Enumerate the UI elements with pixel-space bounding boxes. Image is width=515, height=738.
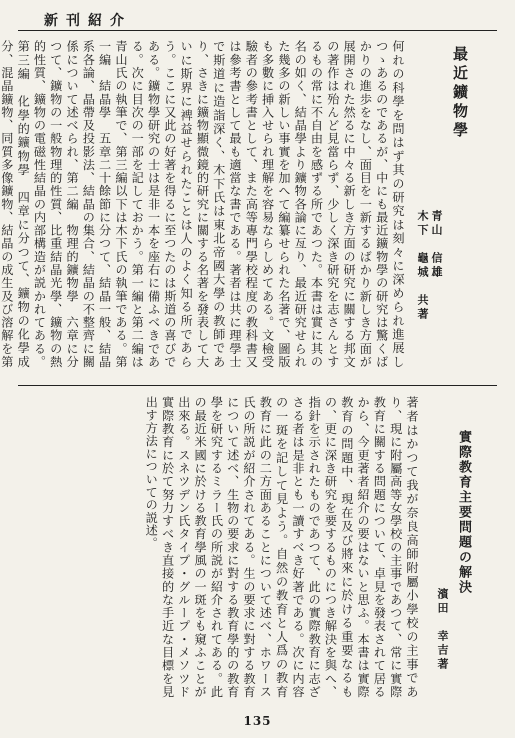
review1-author-line2: 木下 龜城 共著	[416, 210, 429, 322]
section-header: 新刊紹介	[44, 13, 132, 29]
review2-author: 濱田 幸吉著	[436, 588, 449, 672]
review1-body-top: 何れの科學を問はず其の研究は刻々に深められ進展しつゝあるのであるが、中にも最近鑛物學の研究は驚くばかりの進歩をなし、面目を一新するばかり新しき方面が展開された然るに中々る新しき方面の研究に關する邦文の著作は殆んど見當らず、少しく深き研究を志さんとするもの常に不自由を感ずる所であつた。本書は實に其の名の如く、結晶學より鑛物各論に亙り、最近研究せられた幾多の新しい事實を加へて編纂せられた名著で、圖版も多數に挿入せられ理解を容易ならしめてある。文檢受驗者の參考書として、また高等專門學校程度の教科書又は參考書として最も適當な書である。著者は共に理學士で斯道に造詣深く、木下氏は東北帝國大學の教師であり、さきに鑛物顯微鏡的研究に關する名著を發表して大いに斯界に裨益せられたことは人のよく知る所であらう。ここに又此の好著を得るに至つたのは斯道の喜びである。鑛物學研究の士は是非一本を座右に備ふべきである。次に目次の一部を記しておかう。第一編と第二編は青山氏の執筆で、第三編以下は木下氏の執筆である。第一編 結晶學 五章二十餘節に分つて、結晶一般、結晶系各論、晶帶及投影法、結晶の集合、結晶の不整齊に關係について述べられ、第二編 物理的鑛物學 六章に分つて、鑛物の一般物理的性質、比重結晶光學、鑛物の熱的性質、鑛物の電磁性結晶の内部構造が説かれてある。第三編 化學的鑛物學 四章に分つて、鑛物の化學成分、混晶鑛物、同質多像鑛物、結晶の成生及び溶解を第	[0, 40, 405, 368]
review1-title: 最近鑛物學	[451, 46, 469, 141]
page-number: 135	[243, 714, 272, 728]
review2-title: 實際教育主要問題の解決	[456, 430, 471, 595]
review2-body: 著者はかつて我が奈良高師附屬小學校の主事であり、現に附屬高等女學校の主事であつて、常に實際教育に關する問題について、卓見を發表されて居るから、今更著者紹介の要はないと思ふ。本書は實際教育の問題中、現在及び將來に於ける重要なるもの、更に深き研究を要するものにつき解決を與へ、指針を示されたものであつて、此の實際教育に志ざさる者は是非とも一讀すべき好著である。次に内容の一斑を記して見よう。自然の教育と人爲の教育 教育に此の二方面あることについて述べ、ホワース氏の所説が紹介されてある。生の要求に對する教育 について述べ、生物の要求に對する教育學的の教育學を研究するミラー氏の所説が紹介されてある。此の最近米國に於ける教育學風の一斑をも窺ふことが出來る。スネツデン氏タイプ・グループ・メソツド 實際教育に於て努力すべき直接的な手近な目標を見出す方法についての説述。	[144, 396, 419, 711]
header-rule	[18, 30, 497, 31]
column-divider	[18, 385, 497, 386]
review1-author-line1: 青山 信雄	[430, 210, 443, 280]
